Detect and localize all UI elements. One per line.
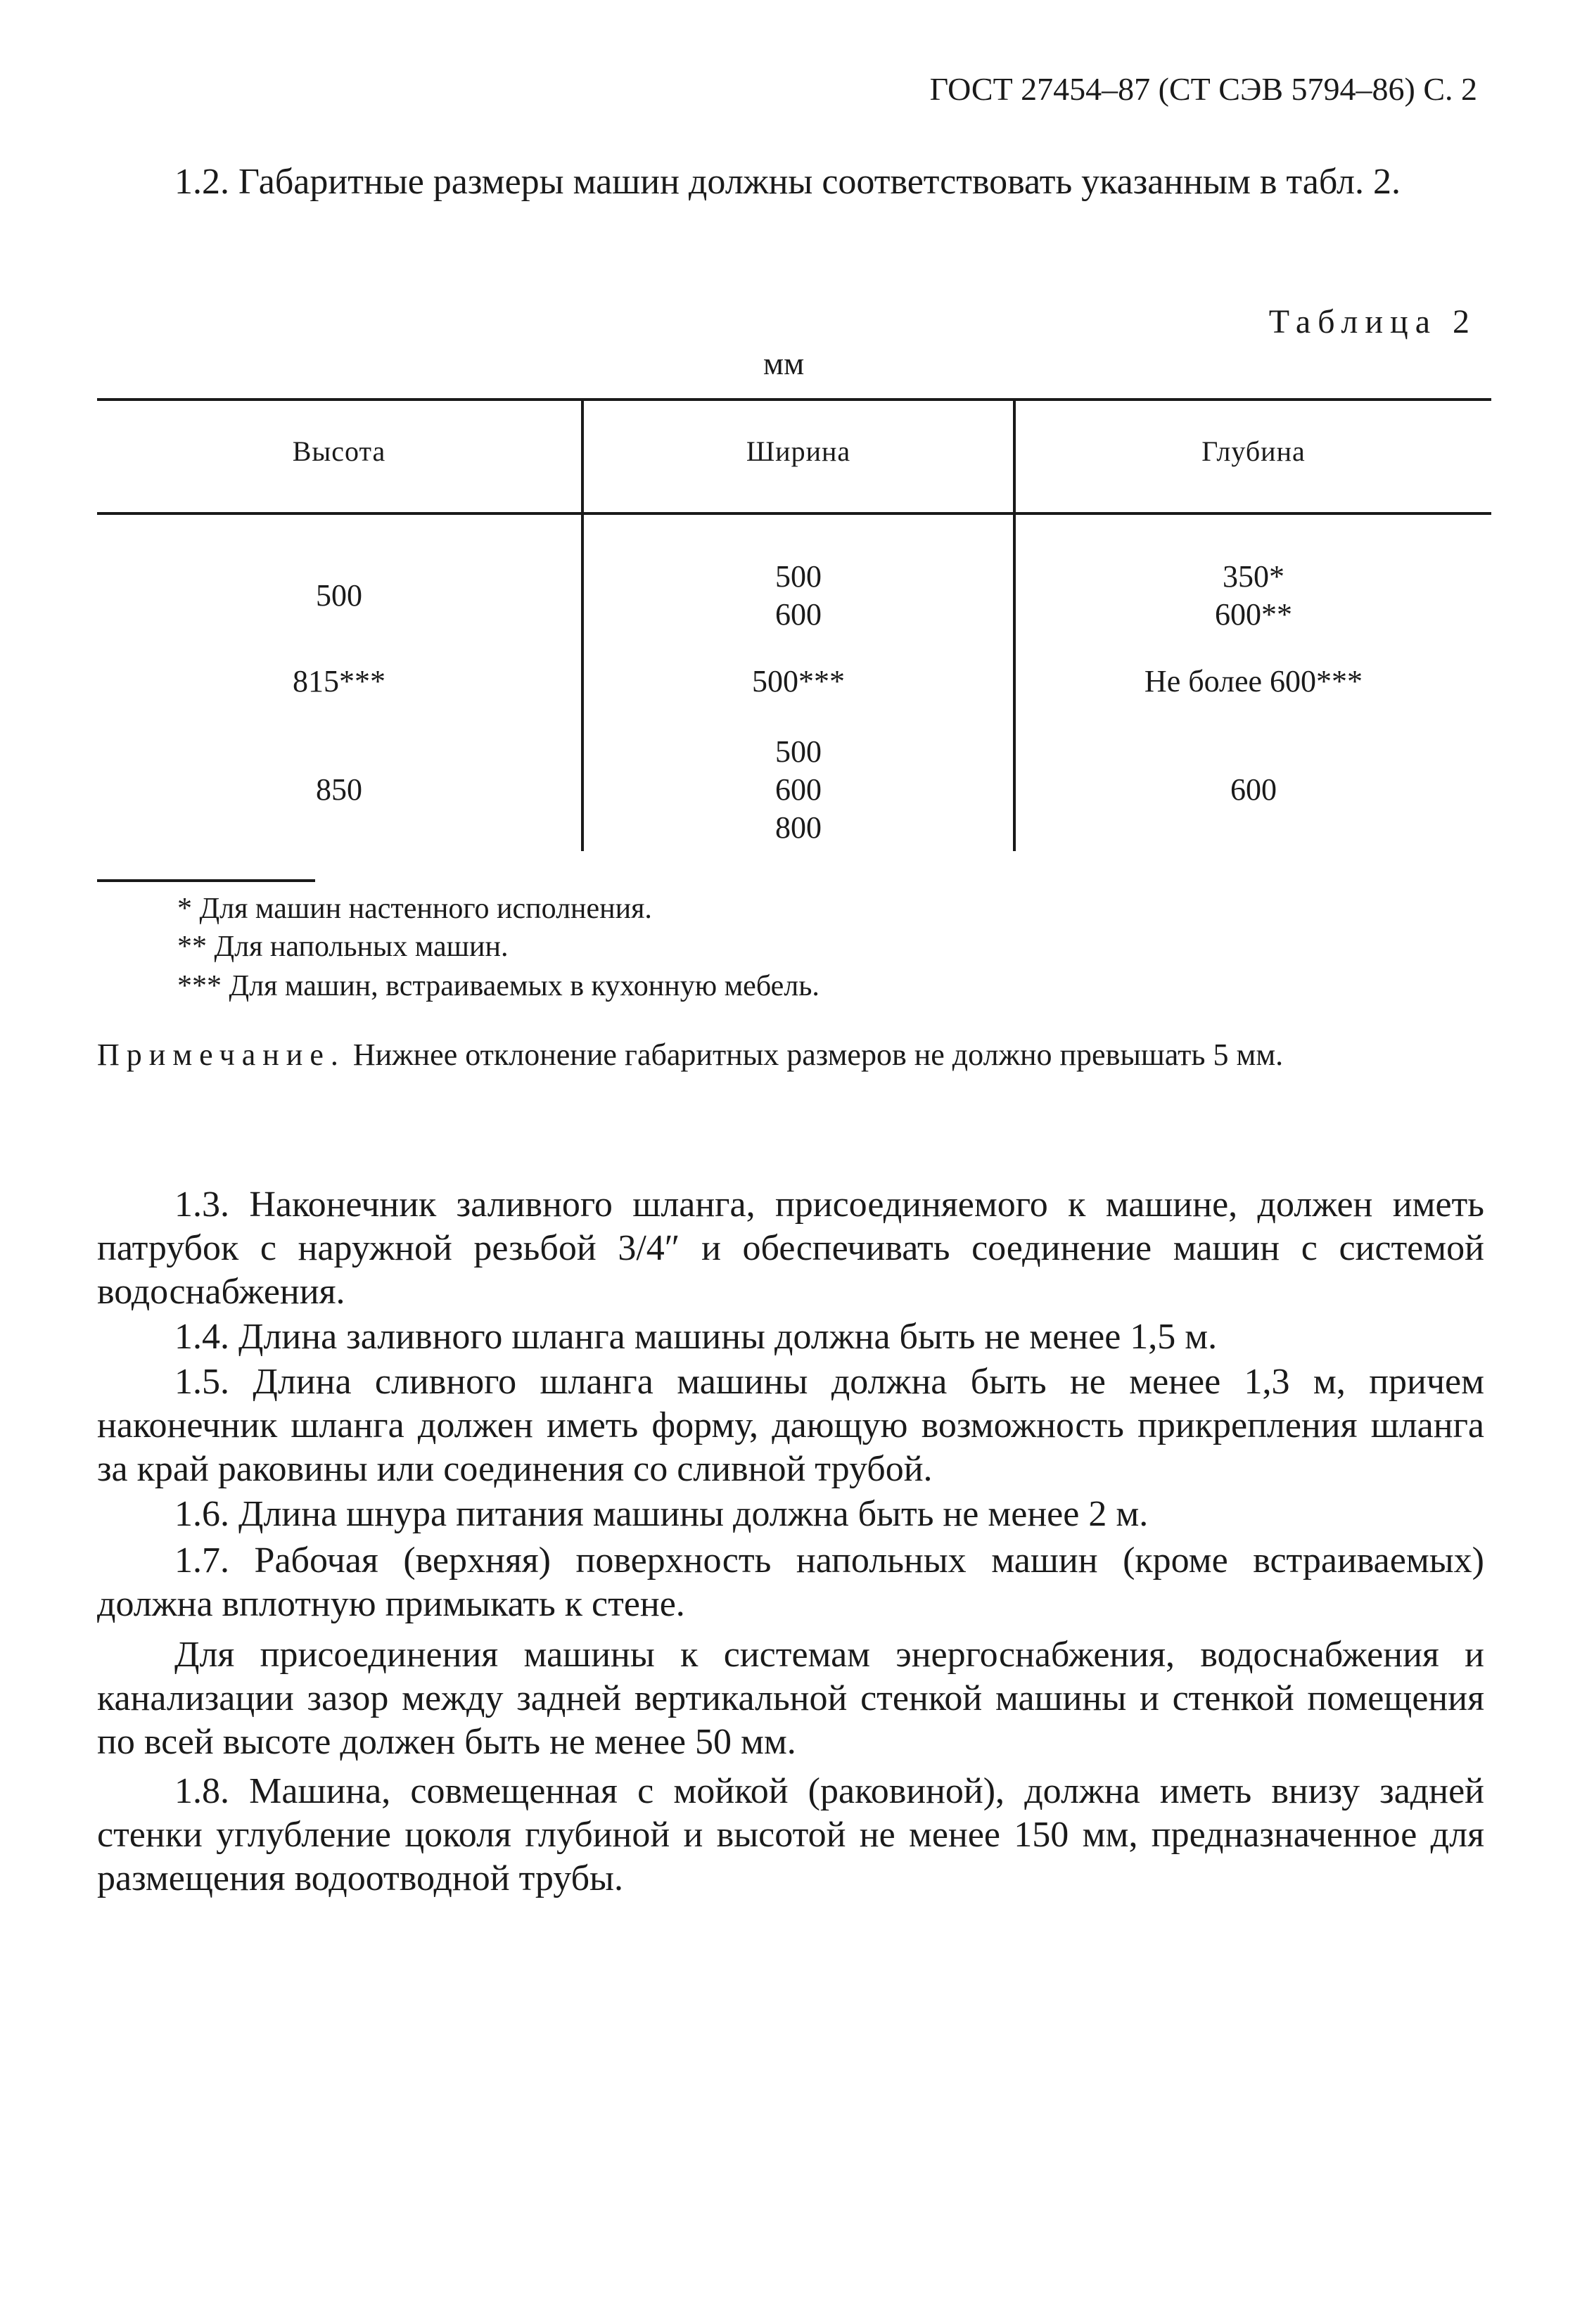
footnote-rule <box>97 879 315 882</box>
table-cell: 850 <box>316 772 362 807</box>
paragraph-1-4: 1.4. Длина заливного шланга машины должна быть не менее 1,5 м. <box>174 1317 1218 1357</box>
page-header: ГОСТ 27454–87 (СТ СЭВ 5794–86) С. 2 <box>929 71 1477 107</box>
table-cell: 500 <box>775 734 822 769</box>
paragraph-1-6: 1.6. Длина шнура питания машины должна быть не менее 2 м. <box>174 1494 1149 1534</box>
table-caption: Таблица 2 <box>1268 303 1477 340</box>
paragraph-1-3: 1.3. Наконечник заливного шланга, присоединяемого к машине, должен иметь патрубок с наружной резьбой 3/4″ и обеспечивать соединение машин с системой водоснабжения. <box>97 1185 1484 1312</box>
table-unit: мм <box>763 345 805 381</box>
table-cell: 800 <box>775 810 822 845</box>
table-header-width: Ширина <box>746 435 851 467</box>
table-cell: Не более 600*** <box>1144 664 1363 698</box>
footnote: *** Для машин, встраиваемых в кухонную мебель. <box>177 970 820 1002</box>
table-cell: 600** <box>1215 597 1292 632</box>
footnote: ** Для напольных машин. <box>177 931 509 963</box>
note-label: Примечание. <box>97 1038 345 1072</box>
table-header-rule <box>97 512 1491 515</box>
table-cell: 600 <box>1230 772 1277 807</box>
table-cell: 500 <box>775 559 822 594</box>
paragraph-1-5: 1.5. Длина сливного шланга машины должна быть не менее 1,3 м, причем наконечник шланга должен иметь форму, дающую возможность прикрепления шланга за край раковины или соединения со сливной трубой. <box>97 1362 1484 1489</box>
table-note <box>97 1037 1484 1073</box>
paragraph-1-7: 1.7. Рабочая (верхняя) поверхность напольных машин (кроме встраиваемых) должна вплотную примыкать к стене. <box>97 1540 1484 1624</box>
table-cell: 600 <box>775 772 822 807</box>
table-top-rule <box>97 398 1491 401</box>
paragraph-1-7-cont: Для присоединения машины к системам энергоснабжения, водоснабжения и канализации зазор между задней вертикальной стенкой машины и стенкой помещения по всей высоте должен быть не менее 50 мм. <box>97 1635 1484 1762</box>
table-cell: 600 <box>775 597 822 632</box>
paragraph-1-8: 1.8. Машина, совмещенная с мойкой (раковиной), должна иметь внизу задней стенки углубление цоколя глубиной и высотой не менее 150 мм, предназначенное для размещения водоотводной трубы. <box>97 1771 1484 1898</box>
table-cell: 500 <box>316 578 362 613</box>
table-cell: 500*** <box>752 664 845 698</box>
intro-paragraph: 1.2. Габаритные размеры машин должны соответствовать указанным в табл. 2. <box>174 162 1401 202</box>
table-header-height: Высота <box>292 435 386 467</box>
note-text: Нижнее отклонение габаритных размеров не должно превышать 5 мм. <box>345 1038 1284 1072</box>
table-cell: 815*** <box>293 664 385 698</box>
footnote: * Для машин настенного исполнения. <box>177 893 652 925</box>
table-cell: 350* <box>1223 559 1284 594</box>
table-header-depth: Глубина <box>1201 435 1306 467</box>
